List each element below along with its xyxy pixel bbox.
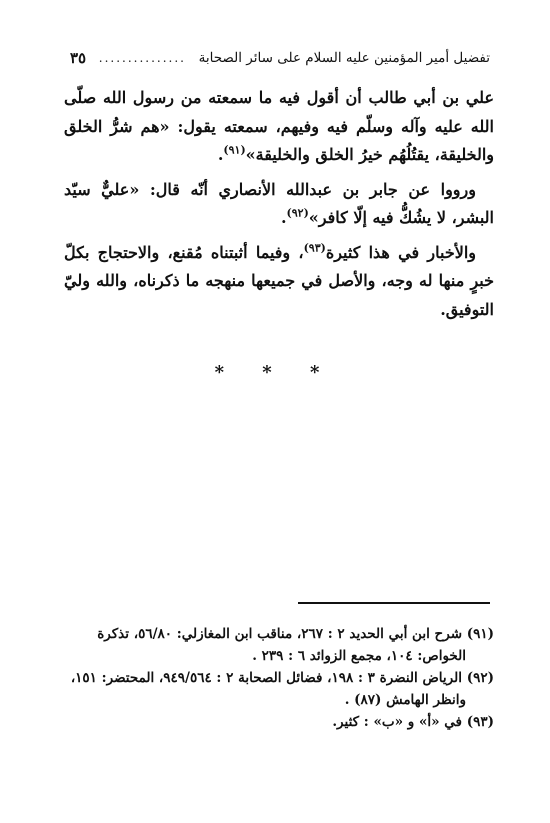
paragraph-3 (64, 239, 494, 325)
footnote-label: (٩٢) (466, 670, 494, 686)
footnote-92 (64, 668, 494, 711)
footnote-ref-93[interactable]: (٩٣) (303, 241, 326, 255)
footnote-rule (298, 602, 490, 604)
footnote-91 (64, 624, 494, 667)
footnote-text: في «أ» و «ب» : كثير. (332, 714, 462, 730)
footnote-label: (٩٣) (466, 714, 494, 730)
paragraph-2 (64, 176, 494, 233)
footnotes (64, 624, 494, 735)
paragraph-1-tail: . (217, 145, 224, 164)
paragraph-2-text: ورووا عن جابر بن عبدالله الأنصاري أنّه قال: «عليٌّ سيّد البشر، لا يشُكُّ فيه إلّا كافر» (64, 179, 494, 227)
main-text (64, 84, 494, 330)
footnote-ref-92[interactable]: (٩٢) (286, 206, 309, 220)
running-header (70, 46, 490, 70)
paragraph-3-text-a: والأخبار في هذا كثيرة (325, 242, 477, 262)
footnote-93 (64, 712, 494, 734)
page-number: ٣٥ (70, 49, 87, 67)
paragraph-1 (64, 84, 494, 170)
running-header-title: تفضيل أمير المؤمنين عليه السلام على سائر الصحابة (198, 50, 490, 66)
header-leader-dots: ............... (98, 51, 186, 65)
paragraph-3-text-b: ، وفيما أثبتناه مُقنع، والاحتجاج بكلّ خبرٍ منها له وجه، والأصل في جميعها منهجه ما ذكرناه، والله وليّ التوفيق. (64, 242, 494, 319)
footnote-ref-91[interactable]: (٩١) (223, 143, 246, 157)
section-separator: * * * (214, 362, 336, 383)
footnote-text: شرح ابن أبي الحديد ٢ : ٢٦٧، مناقب ابن المغازلي: ٥٦/٨٠، تذكرة الخواص: ١٠٤، مجمع الزوائد ٦ : ٢٣٩ . (97, 626, 466, 664)
paragraph-2-tail: . (280, 208, 287, 227)
footnote-label: (٩١) (466, 626, 494, 642)
paragraph-1-text: علي بن أبي طالب أن أقول فيه ما سمعته من رسول الله صلّى الله عليه وآله وسلّم فيه وفيهم، سمعته يقول: «هم شرُّ الخلق والخليقة، يقتُلُهُم خيرُ الخلق والخليقة» (64, 88, 494, 164)
footnote-text: الرياض النضرة ٣ : ١٩٨، فضائل الصحابة ٢ : ٩٤٩/٥٦٤، المحتضر: ١٥١، وانظر الهامش (٨٧) . (70, 670, 466, 708)
